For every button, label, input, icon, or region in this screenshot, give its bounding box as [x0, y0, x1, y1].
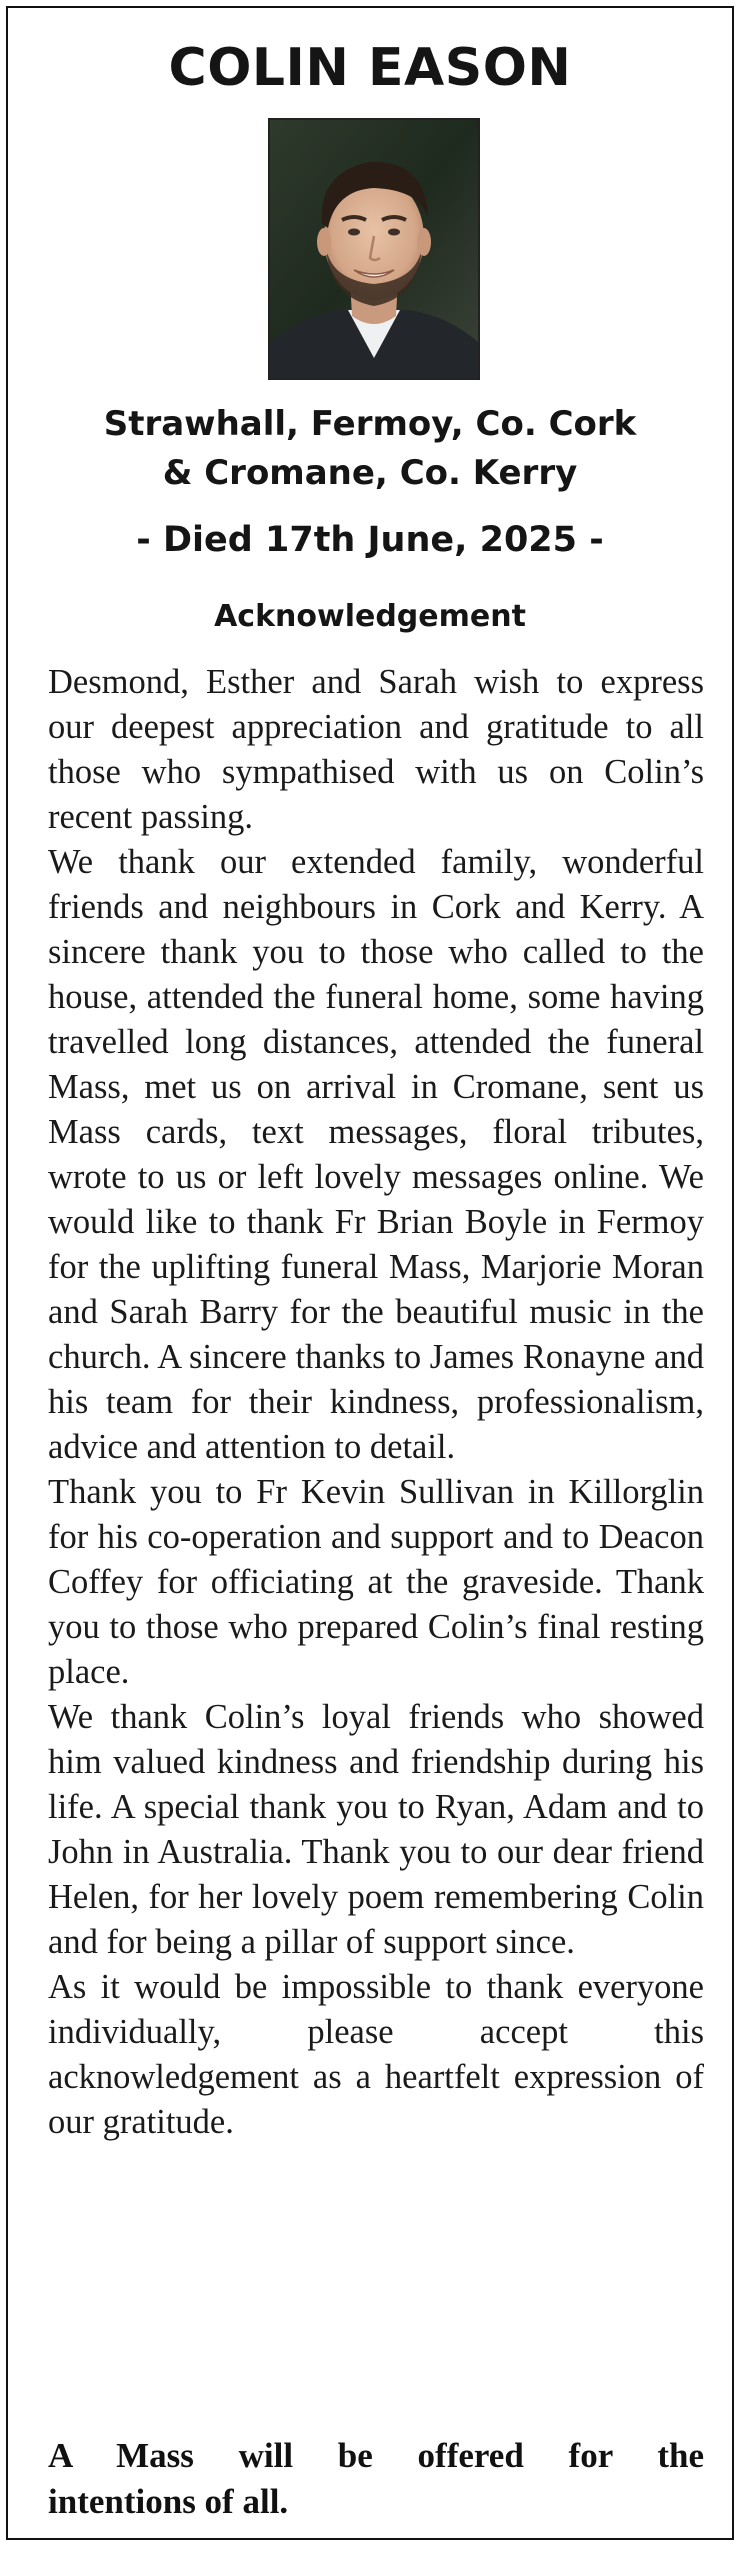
paragraph: We thank our extended family, wonderful friends and neighbours in Cork and Kerry. A sincere thank you to those who called to the house, attended the funeral home, some having travelled long distances, attended the funeral Mass, met us on arrival in Cromane, sent us Mass cards, text messages, floral tributes, wrote to us or left lovely messages online. We would like to thank Fr Brian Boyle in Fermoy for the uplifting funeral Mass, Marjorie Moran and Sarah Barry for the beautiful music in the church. A sincere thanks to James Ronayne and his team for their kindness, professionalism, advice and attention to detail. [48, 843, 704, 1466]
paragraph: We thank Colin’s loyal friends who showed him valued kindness and friendship during his life. A special thank you to Ryan, Adam and to John in Australia. Thank you to our dear friend Helen, for her lovely poem remembering Colin and for being a pillar of support since. [48, 1698, 704, 1961]
deceased-name: COLIN EASON [168, 38, 572, 98]
address [8, 400, 732, 498]
portrait-photo [268, 118, 480, 380]
portrait-image [270, 120, 478, 378]
paragraph: As it would be impossible to thank everyone individually, please accept this acknowledgement as a heartfelt expression of our gratitude. [48, 1968, 704, 2141]
acknowledgement-text [48, 660, 704, 2145]
mass-note-line-2: intentions of all. [48, 2482, 289, 2521]
mass-note [48, 2433, 704, 2525]
section-heading: Acknowledgement [214, 599, 526, 634]
paragraph: Desmond, Esther and Sarah wish to express our deepest appreciation and gratitude to all those who sympathised with us on Colin’s recent passing. [48, 663, 704, 836]
address-line-1: Strawhall, Fermoy, Co. Cork [103, 404, 637, 444]
paragraph: Thank you to Fr Kevin Sullivan in Killorglin for his co-operation and support and to Deacon Coffey for officiating at the graveside. Thank you to those who prepared Colin’s final resting place. [48, 1473, 704, 1691]
address-line-2: & Cromane, Co. Kerry [162, 453, 578, 493]
mass-note-line-1: A Mass will be offered for the [48, 2436, 704, 2475]
date-of-death: - Died 17th June, 2025 - [136, 520, 604, 560]
death-notice [6, 6, 734, 2540]
